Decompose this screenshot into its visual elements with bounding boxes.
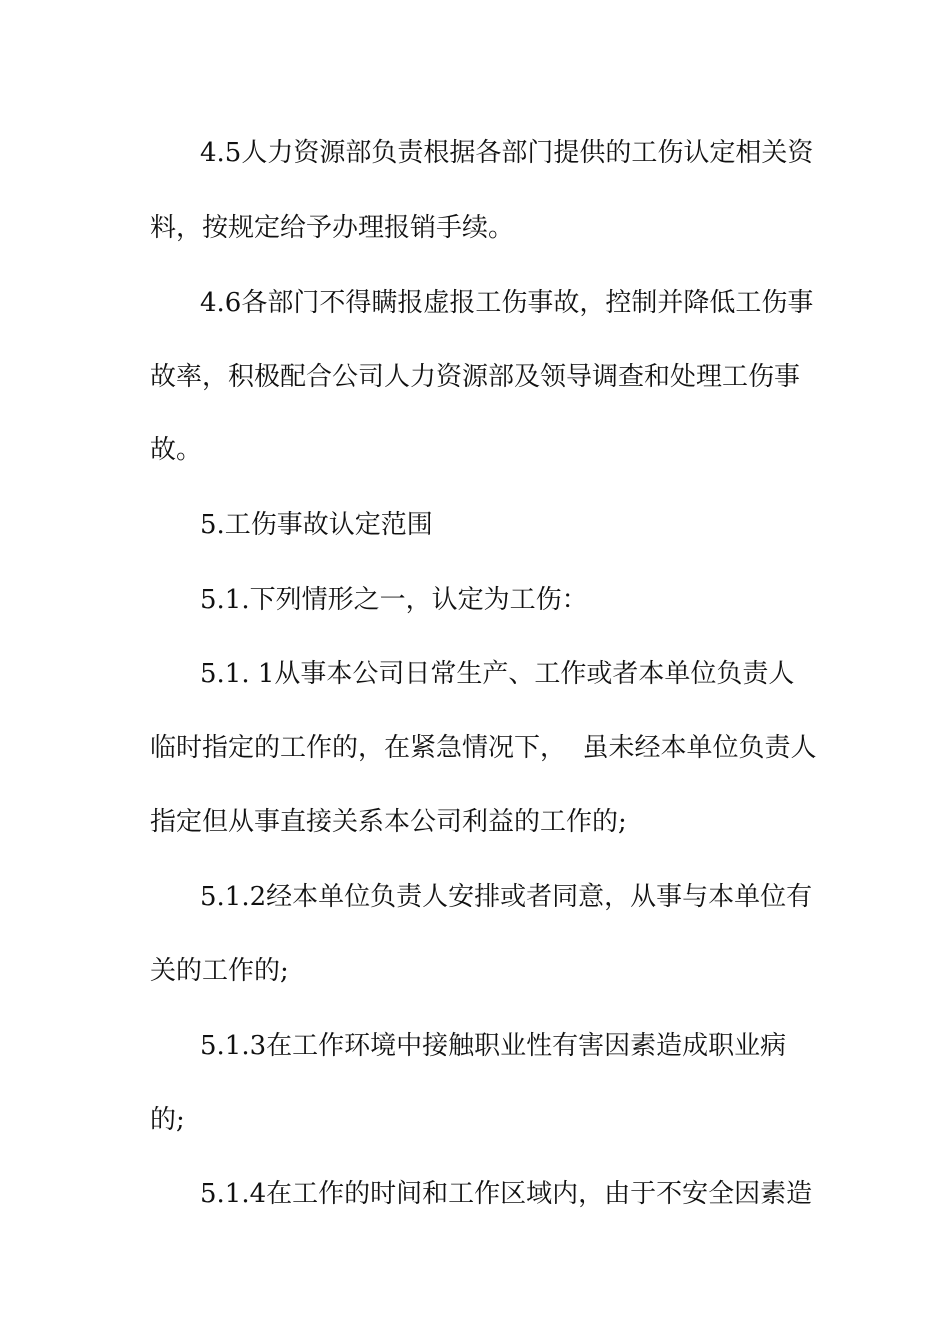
paragraph-4-6-line-1: 4.6各部门不得瞒报虚报工伤事故，控制并降低工伤事 [200,288,814,318]
paragraph-5-1-4-line-1: 5.1.4在工作的时间和工作区域内，由于不安全因素造 [200,1179,813,1209]
paragraph-5-1-1-line-1: 5.1. 1从事本公司日常生产、工作或者本单位负责人 [200,659,795,689]
paragraph-5-1-2-line-2: 关的工作的; [150,956,289,986]
paragraph-4-6-line-2: 故率，积极配合公司人力资源部及领导调查和处理工伤事 [150,362,801,392]
paragraph-5-1-1-line-2: 临时指定的工作的，在紧急情况下， 虽未经本单位负责人 [150,733,817,763]
paragraph-4-5-line-1: 4.5人力资源部负责根据各部门提供的工伤认定相关资 [200,138,814,168]
paragraph-5-1-2-line-1: 5.1.2经本单位负责人安排或者同意，从事与本单位有 [200,882,813,912]
paragraph-5-1: 5.1.下列情形之一，认定为工伤： [200,585,588,615]
paragraph-5-1-1-line-3: 指定但从事直接关系本公司利益的工作的; [150,807,627,837]
paragraph-4-6-line-3: 故。 [150,435,203,465]
paragraph-5-1-3-line-2: 的; [150,1105,185,1135]
section-5-heading: 5.工伤事故认定范围 [200,510,433,540]
paragraph-5-1-3-line-1: 5.1.3在工作环境中接触职业性有害因素造成职业病 [200,1031,787,1061]
paragraph-4-5-line-2: 料，按规定给予办理报销手续。 [150,213,515,243]
